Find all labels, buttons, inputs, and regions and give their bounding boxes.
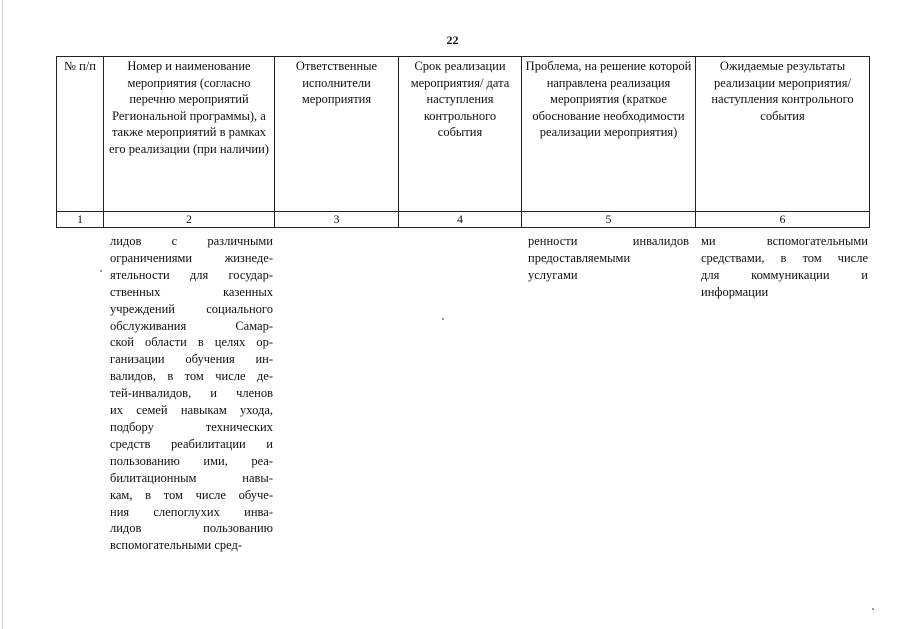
text-line: ния слепоглухих инва- xyxy=(110,504,273,519)
column-number: 3 xyxy=(275,212,399,228)
text-line: ми вспомогательными xyxy=(701,234,868,248)
text-line: ственных казенных xyxy=(110,284,273,299)
text-line: средствами, в том числе xyxy=(701,250,868,265)
text-line: обслуживания Самар- xyxy=(110,318,273,333)
text-line: вспомогательными сред- xyxy=(110,538,243,553)
text-line: лидов с различными xyxy=(110,234,273,248)
header-cell-deadline: Срок реализации мероприятия/ дата наступления контрольного события xyxy=(399,57,522,212)
column-number: 5 xyxy=(522,212,696,228)
text-line: тей-инвалидов, и членов xyxy=(110,386,273,401)
header-cell-event-name: Номер и наименование мероприятия (согласно перечню мероприятий Региональной программы), а также мероприятий в рамках его реализации (при наличии) xyxy=(104,57,275,212)
event-description-text xyxy=(110,233,273,554)
text-line: лидов пользованию xyxy=(110,521,273,536)
scan-speck xyxy=(872,608,874,610)
header-cell-executors: Ответственные исполнители мероприятия xyxy=(275,57,399,212)
scan-speck xyxy=(100,270,102,272)
text-line: предоставляемыми xyxy=(528,250,631,265)
text-line: информации xyxy=(701,284,769,299)
problem-text xyxy=(528,233,689,284)
text-line: ганизации обучения ин- xyxy=(110,352,273,367)
text-line: ренности инвалидов xyxy=(528,234,689,248)
header-cell-expected-results: Ожидаемые результаты реализации мероприятия/ наступления контрольного события xyxy=(696,57,870,212)
text-line: ятельности для государ- xyxy=(110,267,273,282)
text-line: средств реабилитации и xyxy=(110,436,273,451)
text-line: подбору технических xyxy=(110,419,273,434)
text-line: их семей навыкам ухода, xyxy=(110,403,273,418)
page-number: 22 xyxy=(446,33,459,47)
header-cell-problem: Проблема, на решение которой направлена реализация мероприятия (краткое обоснование необходимости реализации мероприятия) xyxy=(522,57,696,212)
column-number: 2 xyxy=(104,212,275,228)
table-header-row xyxy=(57,57,870,212)
column-number-row xyxy=(57,212,870,228)
column-number: 6 xyxy=(696,212,870,228)
text-line: услугами xyxy=(528,267,578,282)
text-line: ограничениями жизнеде- xyxy=(110,250,273,265)
expected-results-text xyxy=(701,233,868,301)
text-line: билитационным навы- xyxy=(110,470,273,485)
header-cell-number: № п/п xyxy=(57,57,104,212)
column-number: 1 xyxy=(57,212,104,228)
page-edge xyxy=(2,0,3,629)
text-line: валидов, в том числе де- xyxy=(110,369,273,384)
column-number: 4 xyxy=(399,212,522,228)
scan-speck xyxy=(442,318,444,320)
events-table xyxy=(56,56,870,228)
text-line: для коммуникации и xyxy=(701,267,868,282)
text-line: учреждений социального xyxy=(110,301,273,316)
text-line: пользованию ими, реа- xyxy=(110,453,273,468)
text-line: кам, в том числе обуче- xyxy=(110,487,273,502)
text-line: ской области в целях ор- xyxy=(110,335,273,350)
